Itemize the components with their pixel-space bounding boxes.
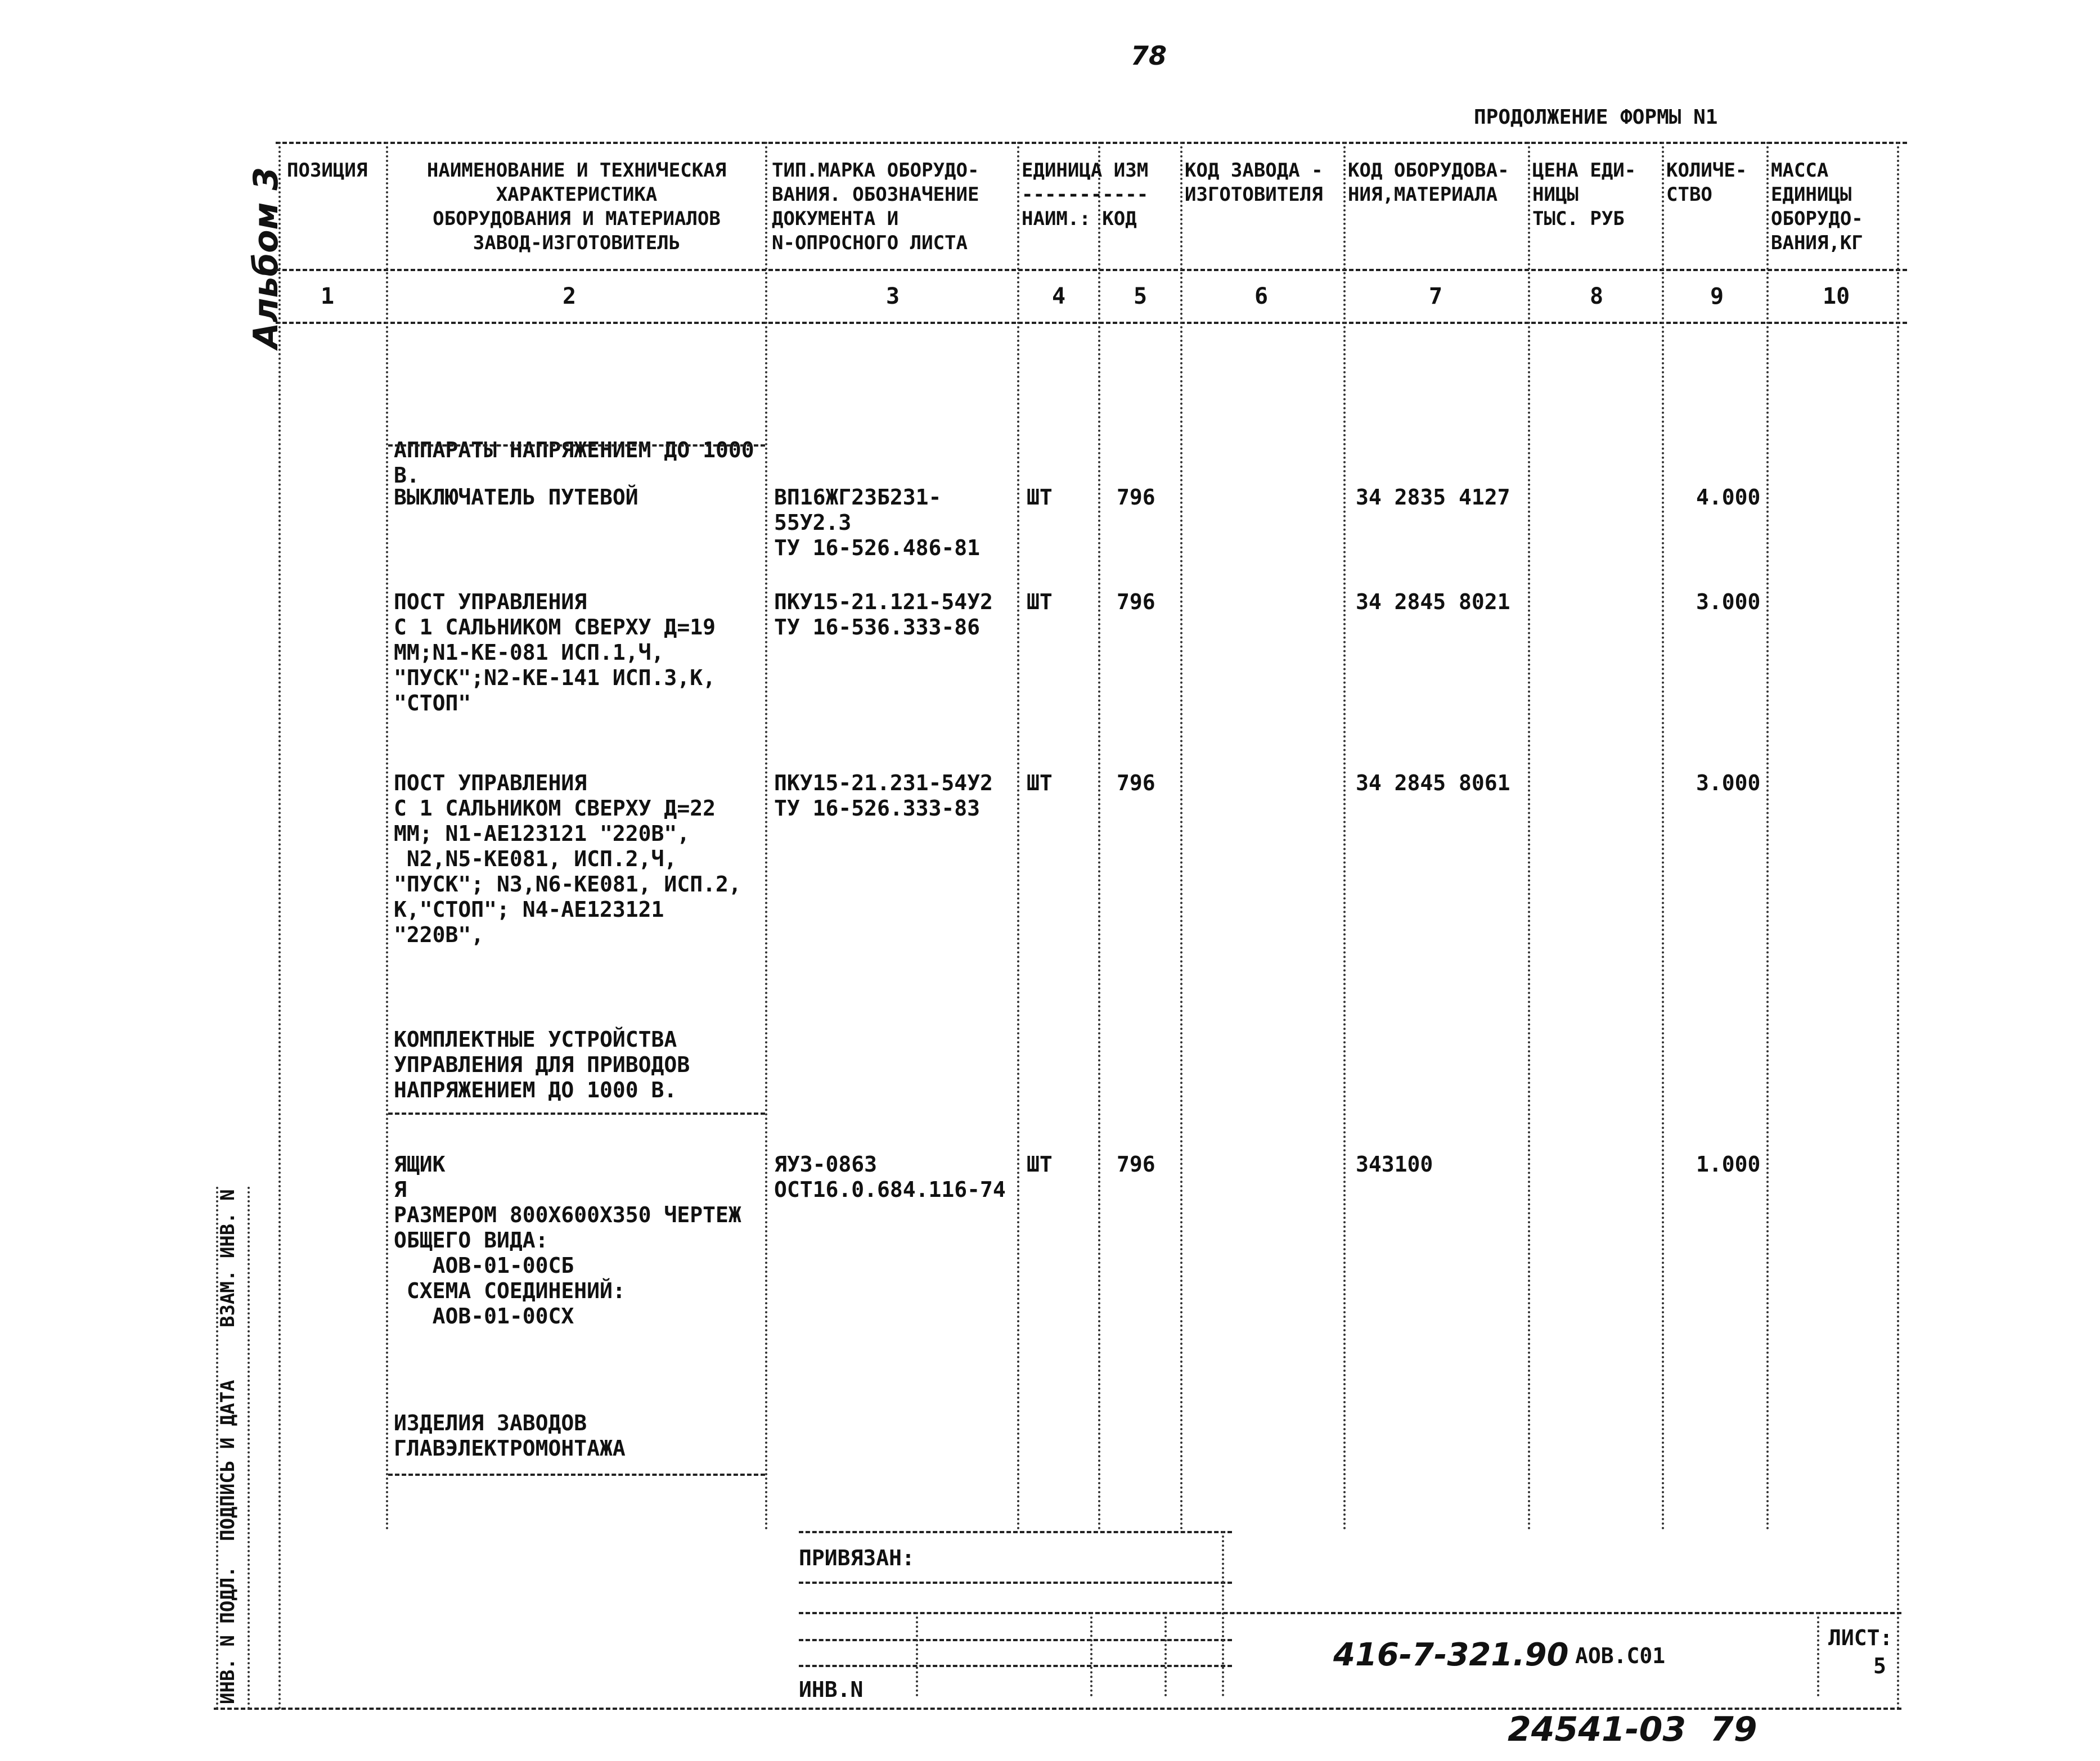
header-col-4-5: ЕДИНИЦА ИЗМ ----------- НАИМ.: КОД bbox=[1022, 159, 1149, 230]
table-row-item-type: ЯУЗ-0863 ОСТ16.0.684.116-74 bbox=[774, 1152, 1006, 1202]
column-number: 7 bbox=[1429, 283, 1443, 309]
header-col-8: ЦЕНА ЕДИ- НИЦЫ ТЫС. РУБ bbox=[1532, 159, 1636, 230]
stamp-col-border bbox=[1090, 1612, 1092, 1696]
header-col-10: МАССА ЕДИНИЦЫ ОБОРУДО- ВАНИЯ,КГ bbox=[1771, 159, 1863, 254]
section-underline bbox=[388, 444, 765, 447]
table-row-item-unit: ШТ bbox=[1027, 485, 1053, 510]
col-border-7 bbox=[1528, 142, 1530, 1531]
stamp-sheet-label: ЛИСТ: bbox=[1828, 1625, 1893, 1650]
margin-label-vzam-inv: ВЗАМ. ИНВ. N bbox=[217, 1189, 239, 1327]
header-col-9: КОЛИЧЕ- СТВО bbox=[1666, 159, 1747, 206]
column-number: 1 bbox=[321, 283, 335, 309]
table-row-item-unit-code: 796 bbox=[1117, 589, 1155, 614]
col-border-10 bbox=[1897, 142, 1899, 1711]
column-number: 6 bbox=[1254, 283, 1269, 309]
stamp-inv-n: ИНВ.N bbox=[799, 1677, 864, 1702]
column-number: 4 bbox=[1052, 283, 1066, 309]
table-row-item-unit: ШТ bbox=[1027, 771, 1053, 795]
page-number: 78 bbox=[1131, 40, 1167, 71]
column-number: 10 bbox=[1823, 283, 1850, 309]
col-border-3 bbox=[1017, 142, 1019, 1531]
table-row-item-qty: 3.000 bbox=[1696, 589, 1761, 614]
table-row-item-type: ПКУ15-21.231-54У2 ТУ 16-526.333-83 bbox=[774, 771, 993, 821]
table-row-item-unit: ШТ bbox=[1027, 589, 1053, 614]
stamp-col-border bbox=[916, 1612, 918, 1696]
margin-border bbox=[248, 1187, 250, 1710]
column-number: 3 bbox=[886, 283, 900, 309]
table-row-item-unit-code: 796 bbox=[1117, 771, 1155, 795]
column-number: 9 bbox=[1710, 283, 1724, 309]
margin-label-signature-date: ПОДПИСЬ И ДАТА bbox=[217, 1380, 239, 1541]
stamp-line bbox=[799, 1531, 1232, 1533]
stamp-col-border bbox=[1164, 1612, 1167, 1696]
stamp-col-border bbox=[1222, 1531, 1224, 1696]
stamp-sheet-number: 5 bbox=[1873, 1654, 1886, 1678]
stamp-privyazan: ПРИВЯЗАН: bbox=[799, 1546, 915, 1570]
table-row-item-equip-code: 34 2845 8061 bbox=[1356, 771, 1510, 795]
section-underline bbox=[388, 1113, 765, 1115]
col-border-2 bbox=[765, 142, 767, 1531]
table-row-item-name: ПОСТ УПРАВЛЕНИЯ С 1 САЛЬНИКОМ СВЕРХУ Д=22 ММ; N1-АЕ123121 "220В", N2,N5-КЕ081, ИСП.2,Ч, "ПУСК"; N3,N6-КЕ081, ИСП.2, К,"СТОП"; N4-АЕ123121 "220В", bbox=[394, 771, 741, 947]
table-row-section-complete-devices: КОМПЛЕКТНЫЕ УСТРОЙСТВА УПРАВЛЕНИЯ ДЛЯ ПРИВОДОВ НАПРЯЖЕНИЕМ ДО 1000 В. bbox=[394, 1027, 690, 1102]
col-border-5 bbox=[1180, 142, 1182, 1531]
stamp-line bbox=[799, 1639, 1232, 1641]
table-row-item-equip-code: 34 2835 4127 bbox=[1356, 485, 1510, 510]
table-row-item-qty: 3.000 bbox=[1696, 771, 1761, 795]
header-col-1: ПОЗИЦИЯ bbox=[287, 159, 368, 182]
album-label: Альбом 3 bbox=[246, 166, 286, 349]
header-col-2: НАИМЕНОВАНИЕ И ТЕХНИЧЕСКАЯ ХАРАКТЕРИСТИКА ОБОРУДОВАНИЯ И МАТЕРИАЛОВ ЗАВОД-ИЗГОТОВИТЕЛЬ bbox=[426, 159, 727, 254]
stamp-doc-code-handwritten: 416-7-321.90 bbox=[1333, 1637, 1569, 1673]
table-row-item-name: ЯЩИК Я РАЗМЕРОМ 800Х600Х350 ЧЕРТЕЖ ОБЩЕГО ВИДА: АОВ-01-00СБ СХЕМА СОЕДИНЕНИЙ: АОВ-01-00СХ bbox=[394, 1152, 741, 1328]
table-row-section-factory-products: ИЗДЕЛИЯ ЗАВОДОВ ГЛАВЭЛЕКТРОМОНТАЖА bbox=[394, 1411, 626, 1461]
table-row-section-apparatus: АППАРАТЫ НАПРЯЖЕНИЕМ ДО 1000 В. bbox=[394, 438, 754, 488]
form-title: ПРОДОЛЖЕНИЕ ФОРМЫ N1 bbox=[1474, 106, 1718, 129]
bottom-handwritten-code: 24541-03 bbox=[1508, 1710, 1687, 1749]
stamp-line bbox=[799, 1665, 1232, 1667]
stamp-doc-code: АОВ.С01 bbox=[1575, 1643, 1666, 1668]
stamp-line bbox=[799, 1612, 1901, 1614]
table-row-item-qty: 4.000 bbox=[1696, 485, 1761, 510]
header-col-3: ТИП.МАРКА ОБОРУДО- ВАНИЯ. ОБОЗНАЧЕНИЕ ДОКУМЕНТА И N-ОПРОСНОГО ЛИСТА bbox=[772, 159, 979, 254]
column-number: 2 bbox=[563, 283, 577, 309]
table-row-item-unit: ШТ bbox=[1027, 1152, 1053, 1177]
stamp-line bbox=[799, 1582, 1232, 1584]
section-underline bbox=[388, 1474, 765, 1476]
col-border-8 bbox=[1662, 142, 1664, 1531]
col-border-4 bbox=[1098, 142, 1100, 1531]
column-number: 8 bbox=[1590, 283, 1604, 309]
col-border-6 bbox=[1343, 142, 1346, 1531]
table-row-item-equip-code: 34 2845 8021 bbox=[1356, 589, 1510, 614]
table-row-item-unit-code: 796 bbox=[1117, 1152, 1155, 1177]
header-col-7: КОД ОБОРУДОВА- НИЯ,МАТЕРИАЛА bbox=[1348, 159, 1509, 206]
stamp-col-border bbox=[1817, 1612, 1819, 1696]
table-row-item-name: ВЫКЛЮЧАТЕЛЬ ПУТЕВОЙ bbox=[394, 485, 638, 510]
header-col-6: КОД ЗАВОДА - ИЗГОТОВИТЕЛЯ bbox=[1185, 159, 1323, 206]
table-row-item-equip-code: 343100 bbox=[1356, 1152, 1433, 1177]
margin-label-inv-podl: ИНВ. N ПОДЛ. bbox=[217, 1566, 239, 1704]
col-border-1 bbox=[386, 142, 388, 1531]
bottom-handwritten-page: 79 bbox=[1710, 1710, 1757, 1749]
table-row-item-unit-code: 796 bbox=[1117, 485, 1155, 510]
col-border-0 bbox=[278, 142, 281, 1711]
col-border-9 bbox=[1766, 142, 1769, 1531]
table-row-item-qty: 1.000 bbox=[1696, 1152, 1761, 1177]
table-row-item-type: ПКУ15-21.121-54У2 ТУ 16-536.333-86 bbox=[774, 589, 993, 639]
column-number: 5 bbox=[1134, 283, 1148, 309]
table-row-item-type: ВП16ЖГ23Б231- 55У2.3 ТУ 16-526.486-81 bbox=[774, 485, 981, 560]
table-row-item-name: ПОСТ УПРАВЛЕНИЯ С 1 САЛЬНИКОМ СВЕРХУ Д=19 ММ;N1-КЕ-081 ИСП.1,Ч, "ПУСК";N2-КЕ-141 ИСП.3,К, "СТОП" bbox=[394, 589, 716, 715]
